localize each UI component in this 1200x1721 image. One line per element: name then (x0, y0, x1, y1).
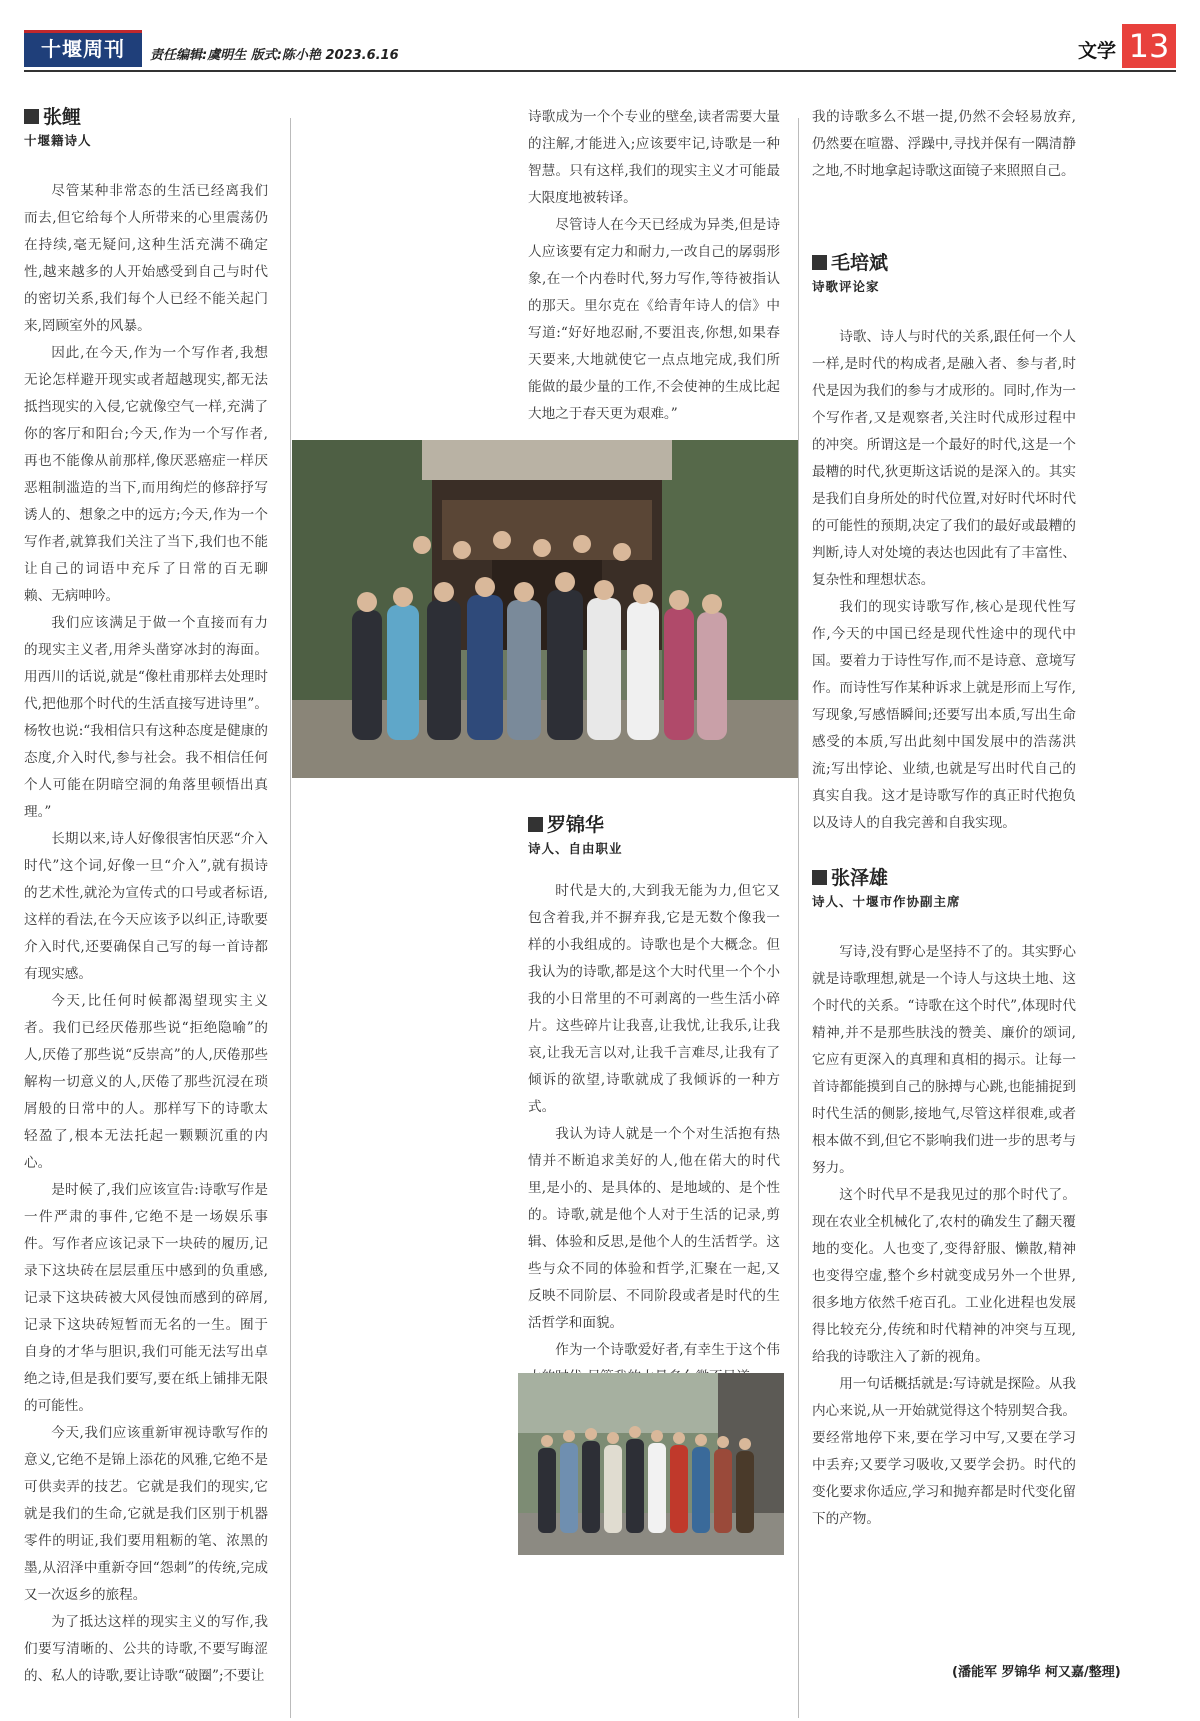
paragraph: 我认为诗人就是一个个对生活抱有热情并不断追求美好的人,他在偌大的时代里,是小的、是具体的、是地域的、是个性的。诗歌,就是他个人对于生活的记录,剪辑、体验和反思,是他个人的生活哲学。这些与众不同的体验和哲学,汇聚在一起,又反映不同阶层、不同阶段或者是时代的生活哲学和面貌。 (528, 1126, 780, 1331)
paragraph: 时代是大的,大到我无能为力,但它又包含着我,并不摒弃我,它是无数个像我一样的小我组成的。诗歌也是个大概念。但我认为的诗歌,都是这个大时代里一个个小我的小日常里的不可剥离的一些生活小碎片。这些碎片让我喜,让我忧,让我乐,让我哀,让我无言以对,让我千言难尽,让我有了倾诉的欲望,诗歌就成了我倾诉的一种方式。 (528, 883, 780, 1115)
author-role: 诗歌评论家 (812, 279, 880, 294)
paragraph: 今天,比任何时候都渴望现实主义者。我们已经厌倦那些说“拒绝隐喻”的人,厌倦了那些说“反崇高”的人,厌倦那些解构一切意义的人,厌倦了那些沉浸在琐屑般的日常中的人。那样写下的诗歌太轻盈了,根本无法托起一颗颗沉重的内心。 (24, 993, 268, 1171)
paragraph: 作为一个诗歌爱好者,有幸生于这个伟 (555, 1342, 780, 1358)
paragraph: 长期以来,诗人好像很害怕厌恶“介入时代”这个词,好像一旦“介入”,就有损诗的艺术性,就沦为宣传式的口号或者标语,这样的看法,在今天应该予以纠正,诗歌要介入时代,还要确保自己写的每一首诗都有现实感。 (24, 831, 268, 982)
page-header (24, 24, 1176, 70)
page-number: 13 (1122, 24, 1176, 68)
square-bullet-icon (24, 109, 39, 124)
group-photo-image (292, 440, 798, 778)
author-role: 诗人、十堰市作协副主席 (812, 894, 961, 909)
paragraph: 尽管某种非常态的生活已经离我们而去,但它给每个人所带来的心里震荡仍在持续,毫无疑问,这种生活充满不确定性,越来越多的人开始感受到自己与时代的密切关系,我们每个人已经不能关起门来,罔顾室外的风暴。 (24, 183, 268, 334)
column-divider (290, 118, 291, 1718)
group-photo (292, 440, 798, 778)
article-maopeibin (812, 250, 1076, 837)
header-rule (24, 70, 1176, 72)
paragraph: 诗歌、诗人与时代的关系,跟任何一个人一样,是时代的构成者,是融入者、参与者,时代是因为我们的参与才成形的。同时,作为一个写作者,又是观察者,关注时代成形过程中的冲突。所谓这是一个最好的时代,这是一个最糟的时代,狄更斯这话说的是深入的。其实是我们自身所处的时代位置,对好时代坏时代的可能性的预期,决定了我们的最好或最糟的判断,诗人对处境的表达也因此有了丰富性、复杂性和理想状态。 (812, 329, 1076, 588)
masthead-logo: 十堰周刊 (24, 30, 142, 67)
paragraph: 为了抵达这样的现实主义的写作,我们要写清晰的、公共的诗歌,不要写晦涩的、私人的诗歌,要让诗歌“破圈”;不要让 (24, 1614, 268, 1684)
paragraph: 写诗,没有野心是坚持不了的。其实野心就是诗歌理想,就是一个诗人与这块土地、这个时代的关系。“诗歌在这个时代”,体现时代精神,并不是那些肤浅的赞美、廉价的颂词,它应有更深入的真理和真相的揭示。让每一首诗都能摸到自己的脉搏与心跳,也能捕捉到时代生活的侧影,接地气,尽管这样很难,或者根本做不到,但它不影响我们进一步的思考与努力。 (812, 944, 1076, 1176)
editor-credits: 责任编辑:虞明生 版式:陈小艳 2023.6.16 (150, 48, 399, 63)
paragraph: 诗歌成为一个个专业的壁垒,读者需要大量的注解,才能进入;应该要牢记,诗歌是一种智慧。只有这样,我们的现实主义才可能最大限度地被转译。 (528, 109, 780, 206)
author-role: 十堰籍诗人 (24, 133, 92, 148)
paragraph: 这个时代早不是我见过的那个时代了。现在农业全机械化了,农村的确发生了翻天覆地的变化。人也变了,变得舒服、懒散,精神也变得空虚,整个乡村就变成另外一个世界,很多地方依然千疮百孔。工业化进程也发展得比较充分,传统和时代精神的冲突与互现,给我的诗歌注入了新的视角。 (812, 1187, 1076, 1365)
outdoor-group-photo (518, 1373, 784, 1555)
square-bullet-icon (528, 817, 543, 832)
article-zhangli (24, 104, 268, 1690)
outdoor-group-photo-image (518, 1373, 784, 1555)
square-bullet-icon (812, 870, 827, 885)
author-role: 诗人、自由职业 (528, 841, 623, 856)
column-divider (798, 118, 799, 1718)
compiler-credits: (潘能军 罗锦华 柯又嘉/整理) (952, 1665, 1121, 1680)
paragraph: 是时候了,我们应该宣告:诗歌写作是一件严肃的事件,它绝不是一场娱乐事件。写作者应该记录下一块砖的履历,记录下这块砖在层层重压中感到的负重感,记录下这块砖被大风侵蚀而感到的碎屑,记录下这块砖短暂而无名的一生。囿于自身的才华与胆识,我们可能无法写出卓绝之诗,但是我们要写,要在纸上铺排无限的可能性。 (24, 1182, 268, 1414)
paragraph: 用一句话概括就是:写诗就是探险。从我内心来说,从一开始就觉得这个特别契合我。要经常地停下来,要在学习中写,又要在学习中丢弃;又要学习吸收,又要学会扔。时代的变化要求你适应,学习和抛弃都是时代变化留下的产物。 (812, 1376, 1076, 1527)
paragraph: 尽管诗人在今天已经成为异类,但是诗人应该要有定力和耐力,一改自己的孱弱形象,在一个内卷时代,努力写作,等待被指认的那天。里尔克在《给青年诗人的信》中写道:“好好地忍耐,不要沮丧,你想,如果春天要来,大地就使它一点点地完成,我们所能做的最少量的工作,不会使神的生成比起大地之于春天更为艰难。” (528, 217, 780, 422)
article-luojinhua-continued (812, 104, 1076, 185)
paragraph: 因此,在今天,作为一个写作者,我想无论怎样避开现实或者超越现实,都无法抵挡现实的入侵,它就像空气一样,充满了你的客厅和阳台;今天,作为一个写作者,再也不能像从前那样,像厌恶癌症一样厌恶粗制滥造的当下,而用绚烂的修辞抒写诱人的、想象之中的远方;今天,作为一个写作者,就算我们关注了当下,我们也不能让自己的词语中充斥了日常的百无聊赖、无病呻吟。 (24, 345, 268, 604)
paragraph: 今天,我们应该重新审视诗歌写作的意义,它绝不是锦上添花的风雅,它绝不是可供卖弄的技艺。它就是我们的现实,它就是我们的生命,它就是我们区别于机器零件的明证,我们要用粗粝的笔、浓黑的墨,从沼泽中重新夺回“怨刺”的传统,完成又一次返乡的旅程。 (24, 1425, 268, 1603)
section-title: 文学 (1077, 40, 1116, 62)
author-name: 罗锦华 (528, 812, 780, 838)
article-zhangli-continued (528, 104, 780, 428)
author-name: 张鲤 (24, 104, 268, 130)
square-bullet-icon (812, 255, 827, 270)
paragraph: 我们应该满足于做一个直接而有力的现实主义者,用斧头凿穿冰封的海面。用西川的话说,就是“像杜甫那样去处理时代,把他那个时代的生活直接写进诗里”。杨牧也说:“我相信只有这种态度是健康的态度,介入时代,参与社会。我不相信任何个人可能在阴暗空洞的角落里顿悟出真理。” (24, 615, 268, 820)
article-luojinhua (528, 812, 780, 1391)
paragraph: 我们的现实诗歌写作,核心是现代性写作,今天的中国已经是现代性途中的现代中国。要着力于诗性写作,而不是诗意、意境写作。而诗性写作某种诉求上就是形而上写作,写现象,写感悟瞬间;还要写出本质,写出生命感受的本质,写出此刻中国发展中的浩荡洪流;写出悖论、业绩,也就是写出时代自己的真实自我。这才是诗歌写作的真正时代抱负以及诗人的自我完善和自我实现。 (812, 599, 1076, 831)
article-zhangzexiong (812, 865, 1076, 1533)
author-name: 毛培斌 (812, 250, 1076, 276)
paragraph: 我的诗歌多么不堪一提,仍然不会轻易放弃,仍然要在喧嚣、浮躁中,寻找并保有一隅清静之地,不时地拿起诗歌这面镜子来照照自己。 (812, 109, 1076, 179)
author-name: 张泽雄 (812, 865, 1076, 891)
